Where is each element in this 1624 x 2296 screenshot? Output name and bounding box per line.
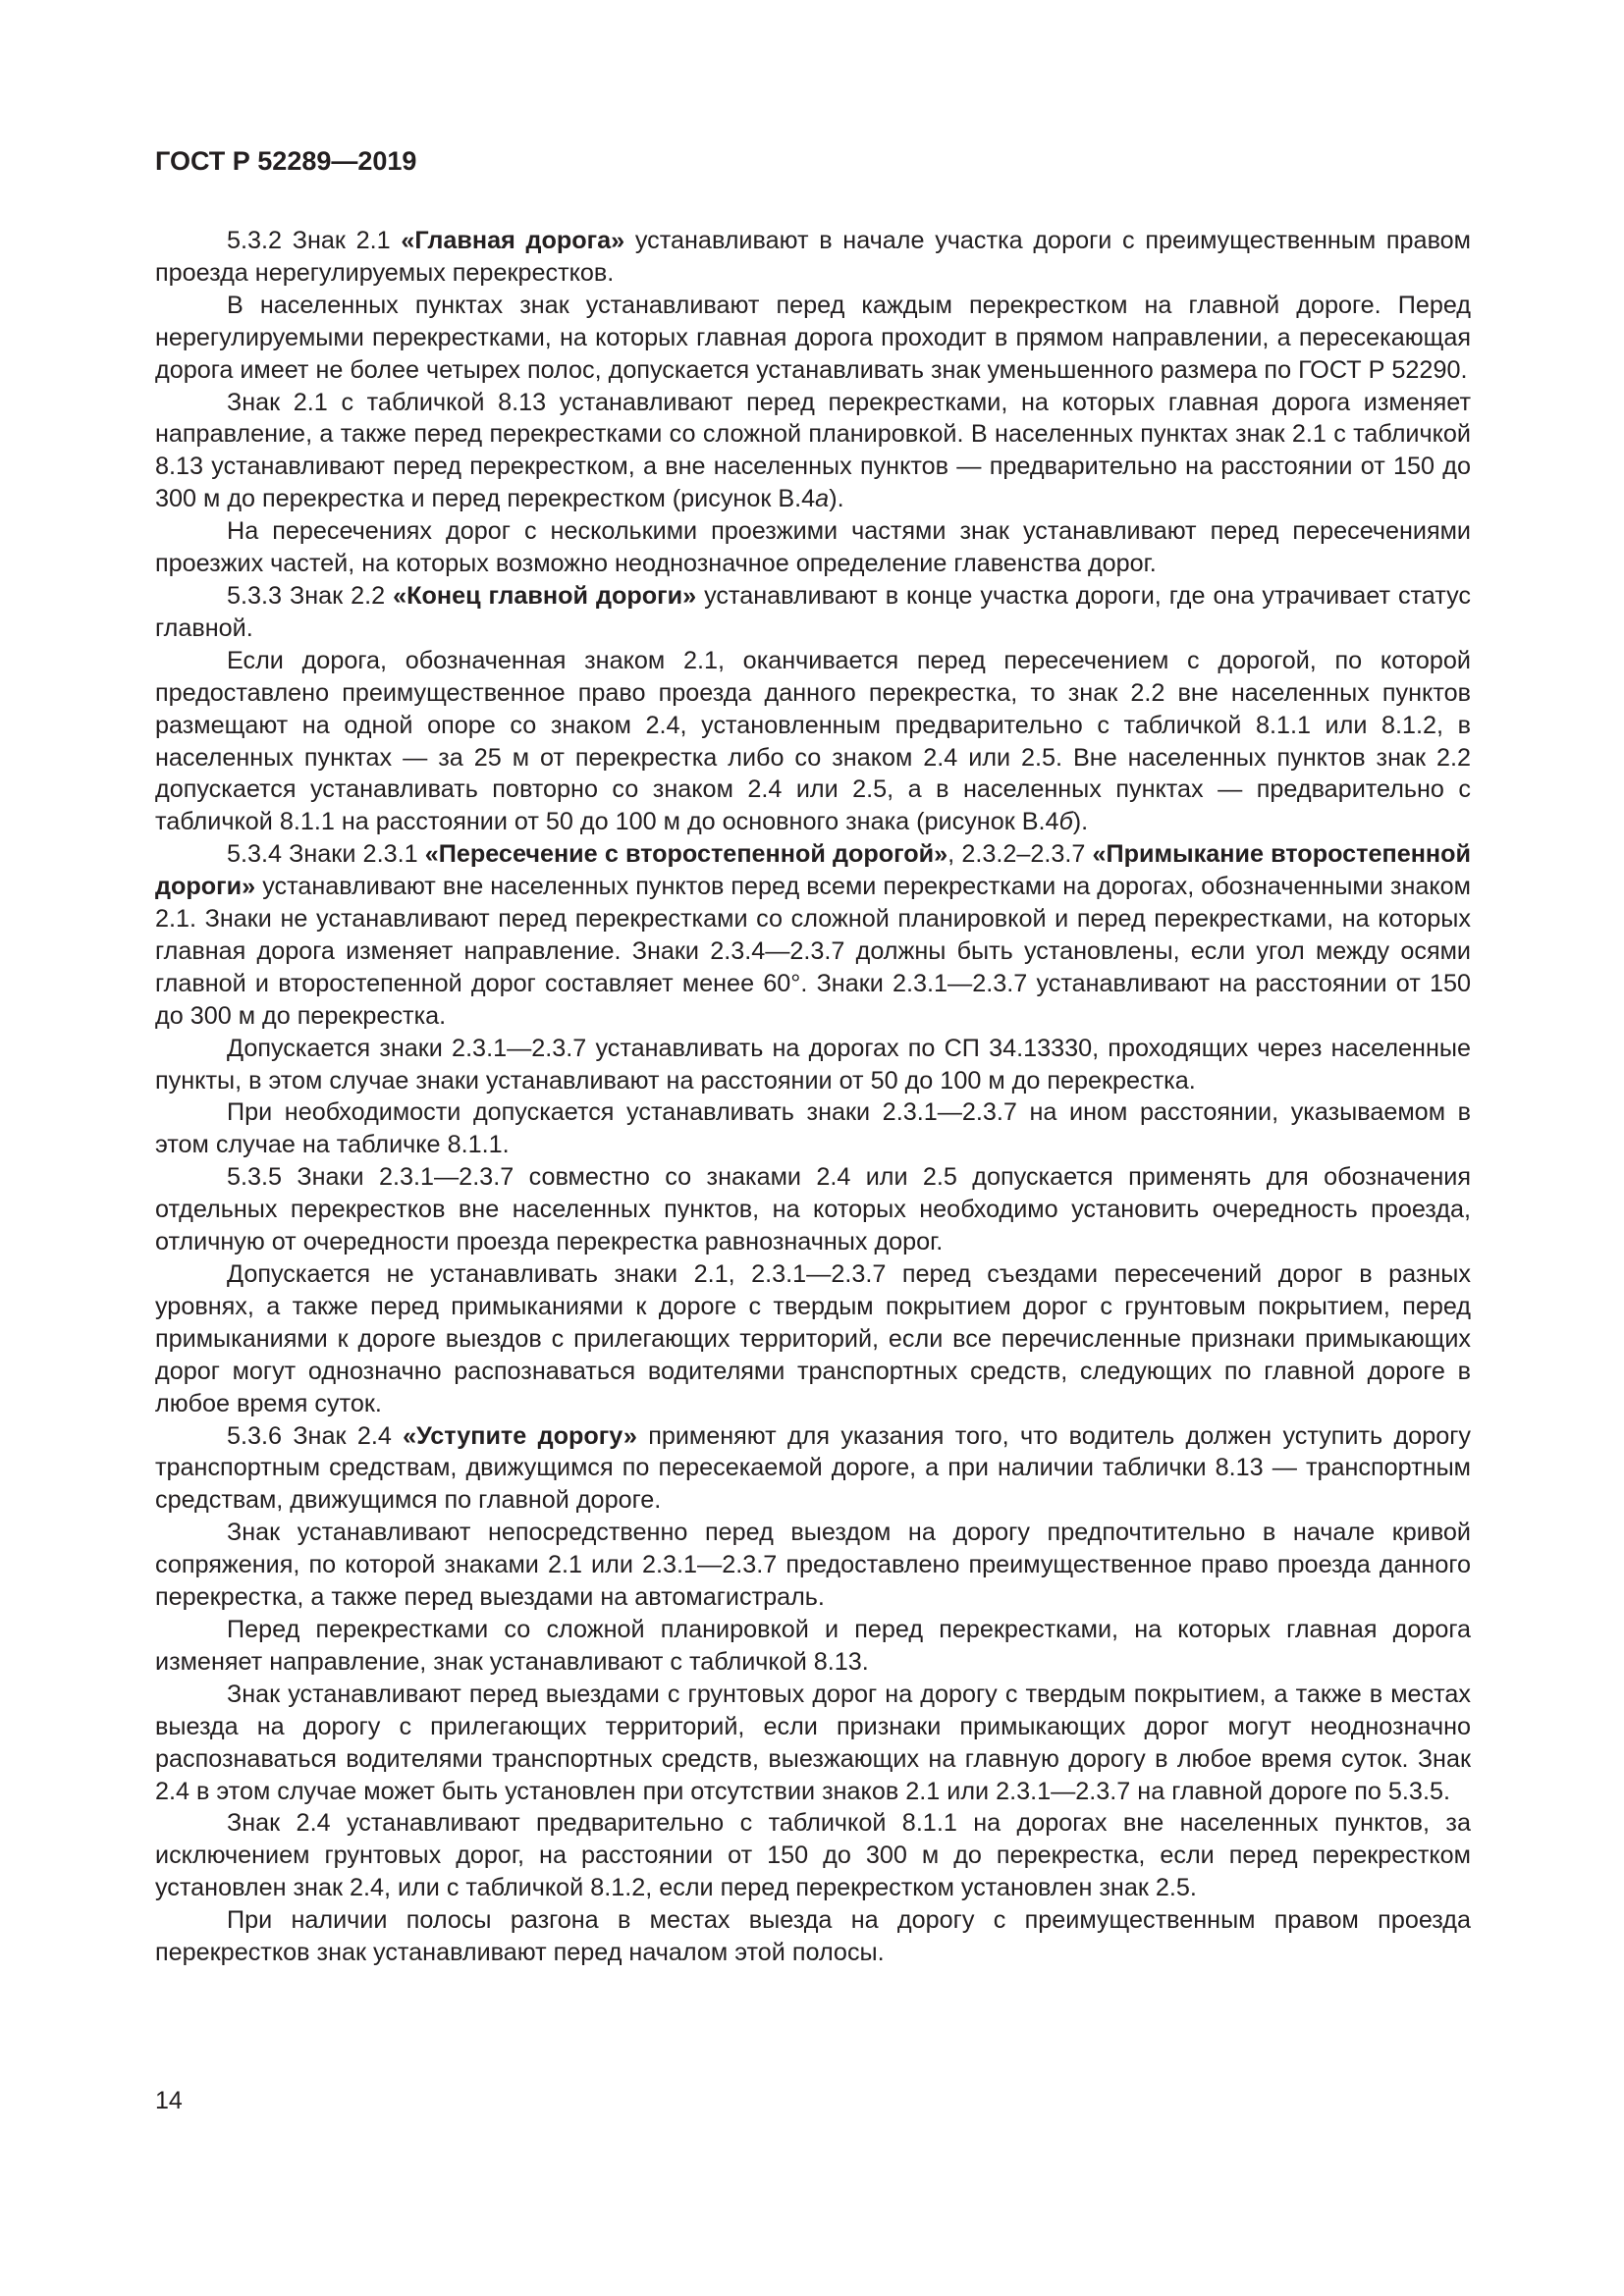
figure-letter: б: [1058, 808, 1073, 836]
paragraph: [155, 1033, 1471, 1097]
sign-name: «Главная дорога»: [401, 227, 625, 254]
paragraph-text: При необходимости допускается устанавливать знаки 2.3.1—2.3.7 на ином расстоянии, указываемом в этом случае на табличке 8.1.1.: [155, 1098, 1471, 1159]
paragraph: [155, 387, 1471, 516]
paragraph: [155, 515, 1471, 580]
paragraph-text: Знак устанавливают непосредственно перед выездом на дорогу предпочтительно в начале кривой сопряжения, по которой знаками 2.1 или 2.3.1—2.3.7 предоставлено преимущественное право проезда данного перекрестка, а также перед выездами на автомагистраль.: [155, 1519, 1471, 1612]
paragraph-text: устанавливают в конце участка дороги, где она утрачивает статус главной.: [155, 581, 1471, 642]
paragraph-text: 5.3.3 Знак 2.2: [227, 581, 394, 610]
paragraph-text: Знак 2.4 устанавливают предварительно с табличкой 8.1.1 на дорогах вне населенных пунктов, за исключением грунтовых дорог, на расстоянии от 150 до 300 м до перекрестка, если перед перекрестком установлен знак 2.4, или с табличкой 8.1.2, если перед перекрестком установлен знак 2.5.: [155, 1809, 1471, 1902]
paragraph: [155, 1161, 1471, 1258]
sign-name: «Примыкание второстепенной дороги»: [155, 840, 1471, 901]
paragraph-text: устанавливают вне населенных пунктов перед всеми перекрестками на дорогах, обозначенными знаком 2.1. Знаки не устанавливают перед перекрестками со сложной планировкой и перед перекрестками, на которых главная дорога изменяет направление. Знаки 2.3.4—2.3.7 должны быть установлены, если угол между осями главной и второстепенной дорог составляет менее 60°. Знаки 2.3.1—2.3.7 устанавливают на расстоянии от 150 до 300 м до перекрестка.: [155, 873, 1471, 1030]
sign-name: «Конец главной дороги»: [393, 581, 697, 610]
paragraph-text: На пересечениях дорог с несколькими проезжими частями знак устанавливают перед пересечениями проезжих частей, на которых возможно неоднозначное определение главенства дорог.: [155, 517, 1471, 578]
paragraph: [155, 1614, 1471, 1679]
paragraph: [155, 225, 1471, 290]
paragraph-text: 5.3.6 Знак 2.4: [227, 1421, 404, 1450]
document-body: [155, 225, 1471, 1969]
paragraph: [155, 1807, 1471, 1904]
paragraph-text: 5.3.2 Знак 2.1: [227, 227, 402, 254]
paragraph: [155, 290, 1471, 387]
paragraph: [155, 1420, 1471, 1518]
paragraph-text: Знак 2.1 с табличкой 8.13 устанавливают перед перекрестками, на которых главная дорога изменяет направление, а также перед перекрестками со сложной планировкой. В населенных пунктах знак 2.1 с табличкой 8.13 устанавливают перед перекрестком, а вне населенных пунктов — предварительно на расстоянии от 150 до 300 м до перекрестка и перед перекрестком (рисунок В.4: [155, 388, 1471, 513]
paragraph-text: В населенных пунктах знак устанавливают перед каждым перекрестком на главной дороге. Перед нерегулируемыми перекрестками, на которых главная дорога проходит в прямом направлении, а пересекающая дорога имеет не более четырех полос, допускается устанавливать знак уменьшенного размера по ГОСТ Р 52290.: [155, 291, 1471, 384]
paragraph-text: 5.3.4 Знаки 2.3.1: [227, 840, 425, 869]
sign-name: «Пересечение с второстепенной дорогой»: [424, 840, 948, 869]
paragraph: [155, 1096, 1471, 1161]
paragraph-text: ).: [829, 485, 844, 513]
paragraph: [155, 1679, 1471, 1808]
page-header: ГОСТ Р 52289—2019: [155, 146, 417, 176]
paragraph: [155, 645, 1471, 838]
paragraph-text: , 2.3.2–2.3.7: [947, 840, 1093, 869]
paragraph-text: Если дорога, обозначенная знаком 2.1, оканчивается перед пересечением с дорогой, по которой предоставлено преимущественное право проезда данного перекрестка, то знак 2.2 вне населенных пунктов размещают на одной опоре со знаком 2.4, установленным предварительно с табличкой 8.1.1 или 8.1.2, в населенных пунктах — за 25 м от перекрестка либо со знаком 2.4 или 2.5. Вне населенных пунктов знак 2.2 допускается устанавливать повторно со знаком 2.4 или 2.5, а в населенных пунктах — предварительно с табличкой 8.1.1 на расстоянии от 50 до 100 м до основного знака (рисунок В.4: [155, 646, 1471, 836]
paragraph: [155, 1258, 1471, 1420]
paragraph-text: применяют для указания того, что водитель должен уступить дорогу транспортным средствам, движущимся по пересекаемой дороге, а при наличии таблички 8.13 — транспортным средствам, движущимся по главной дороге.: [155, 1421, 1471, 1515]
paragraph: [155, 838, 1471, 1032]
paragraph-text: Допускается не устанавливать знаки 2.1, 2.3.1—2.3.7 перед съездами пересечений дорог в разных уровнях, а также перед примыканиями к дороге с твердым покрытием дорог с грунтовым покрытием, перед примыканиями к дороге выездов с прилегающих территорий, если все перечисленные признаки примыкающих дорог могут однозначно распознаваться водителями транспортных средств, следующих по главной дороге в любое время суток.: [155, 1260, 1471, 1417]
paragraph-text: Допускается знаки 2.3.1—2.3.7 устанавливать на дорогах по СП 34.13330, проходящих через населенные пункты, в этом случае знаки устанавливают на расстоянии от 50 до 100 м до перекрестка.: [155, 1034, 1471, 1095]
paragraph-text: ).: [1072, 808, 1089, 836]
paragraph-text: Знак устанавливают перед выездами с грунтовых дорог на дорогу с твердым покрытием, а также в местах выезда на дорогу с прилегающих территорий, если признаки примыкающих дорог могут неоднозначно распознаваться водителями транспортных средств, выезжающих на главную дорогу в любое время суток. Знак 2.4 в этом случае может быть установлен при отсутствии знаков 2.1 или 2.3.1—2.3.7 на главной дороге по 5.3.5.: [155, 1680, 1471, 1805]
paragraph-text: 5.3.5 Знаки 2.3.1—2.3.7 совместно со знаками 2.4 или 2.5 допускается применять для обозначения отдельных перекрестков вне населенных пунктов, на которых необходимо установить очередность проезда, отличную от очередности проезда перекрестка равнозначных дорог.: [155, 1163, 1471, 1256]
figure-letter: а: [815, 485, 830, 513]
paragraph: [155, 1904, 1471, 1969]
paragraph-text: Перед перекрестками со сложной планировкой и перед перекрестками, на которых главная дорога изменяет направление, знак устанавливают с табличкой 8.13.: [155, 1615, 1471, 1676]
sign-name: «Уступите дорогу»: [403, 1421, 637, 1450]
paragraph: [155, 1517, 1471, 1614]
paragraph: [155, 580, 1471, 645]
page-number: 14: [155, 2087, 183, 2114]
paragraph-text: При наличии полосы разгона в местах выезда на дорогу с преимущественным правом проезда перекрестков знак устанавливают перед началом этой полосы.: [155, 1906, 1471, 1967]
paragraph-text: устанавливают в начале участка дороги с преимущественным правом проезда нерегулируемых перекрестков.: [155, 227, 1471, 287]
